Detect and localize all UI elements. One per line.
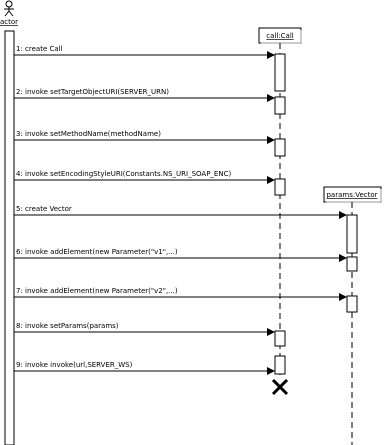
message-5-label: 5: create Vector (16, 205, 72, 213)
call-activation-2 (275, 97, 285, 114)
message-3-label: 3: invoke setMethodName(methodName) (16, 130, 161, 138)
call-activation-9 (275, 356, 285, 374)
call-activation-4 (275, 179, 285, 195)
message-7[interactable] (14, 287, 346, 297)
message-3[interactable] (14, 130, 274, 140)
message-8-label: 8: invoke setParams(params) (16, 322, 119, 330)
message-8[interactable] (14, 322, 274, 332)
message-9[interactable] (14, 361, 274, 371)
message-1-label: 1: create Call (16, 45, 63, 53)
params-object[interactable] (324, 187, 381, 203)
actor-activation-bar (5, 31, 14, 445)
message-5[interactable] (14, 205, 346, 215)
message-9-label: 9: invoke invoke(url,SERVER_WS) (16, 361, 133, 369)
params-activation-7 (347, 296, 357, 312)
message-2[interactable] (14, 88, 274, 98)
message-1[interactable] (14, 45, 274, 55)
actor-label: actor (0, 18, 19, 26)
params-object-label: params:Vector (326, 191, 378, 199)
message-4-label: 4: invoke setEncodingStyleURI(Constants.NS_URI_SOAP_ENC) (16, 170, 232, 178)
destroy-x-icon (273, 380, 287, 394)
call-activation-3 (275, 139, 285, 156)
params-activation-5 (347, 215, 357, 253)
message-4[interactable] (14, 170, 274, 180)
call-activation-8 (275, 331, 285, 346)
actor-stick-figure-icon (4, 1, 14, 16)
call-object[interactable] (259, 28, 301, 44)
message-6[interactable] (14, 248, 346, 258)
call-object-label: call:Call (266, 32, 294, 40)
call-activation-1 (275, 54, 285, 91)
message-7-label: 7: invoke addElement(new Parameter("v2",...) (16, 287, 178, 295)
message-2-label: 2: invoke setTargetObjectURI(SERVER_URN) (16, 88, 169, 96)
actor[interactable] (0, 1, 18, 26)
message-6-label: 6: invoke addElement(new Parameter("v1",...) (16, 248, 178, 256)
params-activation-6 (347, 257, 357, 271)
